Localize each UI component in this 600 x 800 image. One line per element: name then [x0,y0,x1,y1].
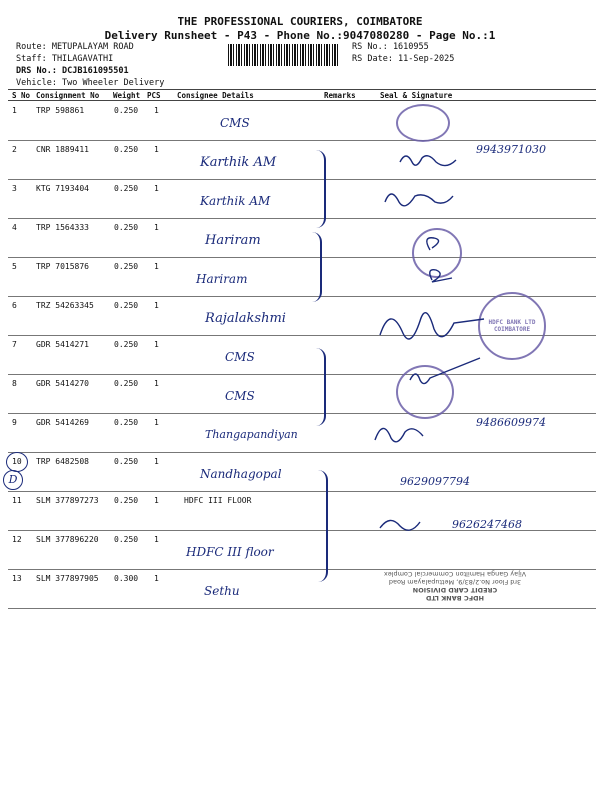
row-consignment-no: SLM 377897905 [36,574,99,583]
hdfc-rect-stamp-line1: HDFC BANK LTD [426,594,484,602]
row-pcs: 1 [154,145,159,154]
row-pcs: 1 [154,223,159,232]
row-sno: 4 [12,223,17,232]
handwritten-brace [316,348,326,426]
row-weight: 0.250 [114,301,139,310]
row-consignment-no: TRP 598861 [36,106,85,115]
rs-number: RS No.: 1610955 [352,42,429,52]
row-handwritten-name: Rajalakshmi [205,311,286,326]
row-consignment-no: GDR 5414269 [36,418,89,427]
row-pcs: 1 [154,457,159,466]
row-handwritten-phone: 9626247468 [452,518,522,531]
rs-date: RS Date: 11-Sep-2025 [352,54,455,64]
row-weight: 0.250 [114,457,139,466]
row-sno: 9 [12,418,17,427]
handwritten-brace [316,150,326,228]
row-sno: 2 [12,145,17,154]
signature-8 [410,358,480,384]
margin-note: D [3,470,23,490]
row-sno: 11 [12,496,22,505]
signature-6 [380,313,484,339]
row-consignment-no: TRP 6482508 [36,457,89,466]
circled-mark [6,452,28,472]
row-pcs: 1 [154,262,159,271]
row-weight: 0.300 [114,574,139,583]
col-sno: S No [12,91,31,100]
row-consignment-no: TRP 7015876 [36,262,89,271]
row-handwritten-name: Sethu [204,584,240,598]
hdfc-round-stamp-city: COIMBATORE [493,326,531,333]
signature-11 [380,520,420,530]
row-handwritten-name: Hariram [205,233,261,248]
handwritten-brace [312,232,322,302]
row-consignment-no: CNR 1889411 [36,145,89,154]
row-consignee-details: HDFC III FLOOR [184,496,252,505]
row-handwritten-phone: 9943971030 [476,143,546,156]
staff-text: Staff: THILAGAVATHI [16,54,114,64]
row-handwritten-name: CMS [225,350,255,364]
row-sno: 10 [12,457,22,466]
signature-5 [430,270,452,282]
row-sno: 1 [12,106,17,115]
signature-scribbles [370,140,590,540]
seal-stamp [396,104,450,142]
row-handwritten-name: CMS [225,389,255,403]
row-consignment-no: SLM 377896220 [36,535,99,544]
row-pcs: 1 [154,301,159,310]
row-sno: 7 [12,340,17,349]
row-pcs: 1 [154,496,159,505]
signature-4 [427,238,439,250]
row-handwritten-phone: 9629097794 [400,475,470,488]
row-pcs: 1 [154,379,159,388]
row-weight: 0.250 [114,340,139,349]
runsheet-subtitle: Delivery Runsheet - P43 - Phone No.:9047080280 - Page No.:1 [104,29,496,42]
row-consignment-no: TRZ 54263345 [36,301,94,310]
row-weight: 0.250 [114,535,139,544]
row-pcs: 1 [154,106,159,115]
row-handwritten-name: Hariram [196,272,248,286]
row-sno: 5 [12,262,17,271]
col-weight: Weight [113,91,141,100]
col-consignment: Consignment No [36,91,100,100]
row-consignment-no: KTG 7193404 [36,184,89,193]
row-weight: 0.250 [114,496,139,505]
row-consignment-no: TRP 1564333 [36,223,89,232]
row-weight: 0.250 [114,418,139,427]
row-consignment-no: GDR 5414271 [36,340,89,349]
row-handwritten-name: Thangapandiyan [205,428,298,441]
col-consignee-details: Consignee Details [177,91,254,100]
row-weight: 0.250 [114,379,139,388]
row-weight: 0.250 [114,262,139,271]
row-weight: 0.250 [114,223,139,232]
page-title: THE PROFESSIONAL COURIERS, COIMBATORE [177,15,423,28]
hdfc-rect-stamp-line4: Vijay Ganga Hamilton Commercial Complex [383,570,527,578]
barcode [228,44,340,66]
row-pcs: 1 [154,418,159,427]
hdfc-rect-stamp [380,570,530,602]
row-consignment-no: GDR 5414270 [36,379,89,388]
row-sno: 6 [12,301,17,310]
col-seal-signature: Seal & Signature [380,91,453,100]
drs-number: DRS No.: DCJB161095501 [16,66,129,76]
hdfc-round-stamp-name: HDFC BANK LTD [488,319,536,326]
row-weight: 0.250 [114,145,139,154]
signature-9 [375,428,423,441]
signature-strokes [375,156,484,530]
vehicle-text: Vehicle: Two Wheeler Delivery [16,78,165,88]
col-remarks: Remarks [324,91,356,100]
hdfc-rect-stamp-line3: 3rd Floor No.2/83/9, Mettupalayam Road [388,578,522,586]
row-handwritten-name: HDFC III floor [186,545,274,559]
signature-2 [400,156,456,166]
signature-3 [385,194,453,206]
hdfc-rect-stamp-line2: CREDIT CARD DIVISION [412,586,498,594]
row-weight: 0.250 [114,106,139,115]
row-handwritten-name: CMS [220,116,250,130]
row-pcs: 1 [154,340,159,349]
row-pcs: 1 [154,535,159,544]
row-consignment-no: SLM 377897273 [36,496,99,505]
row-weight: 0.250 [114,184,139,193]
row-sno: 13 [12,574,22,583]
row-handwritten-name: Karthik AM [200,155,277,170]
route-text: Route: METUPALAYAM ROAD [16,42,134,52]
handwritten-brace [318,470,328,582]
row-handwritten-name: Karthik AM [200,194,271,208]
row-handwritten-phone: 9486609974 [476,416,546,429]
row-sno: 3 [12,184,17,193]
row-divider [8,608,596,609]
row-pcs: 1 [154,184,159,193]
row-pcs: 1 [154,574,159,583]
row-sno: 8 [12,379,17,388]
row-handwritten-name: Nandhagopal [200,467,282,481]
row-sno: 12 [12,535,22,544]
col-pcs: PCS [147,91,161,100]
